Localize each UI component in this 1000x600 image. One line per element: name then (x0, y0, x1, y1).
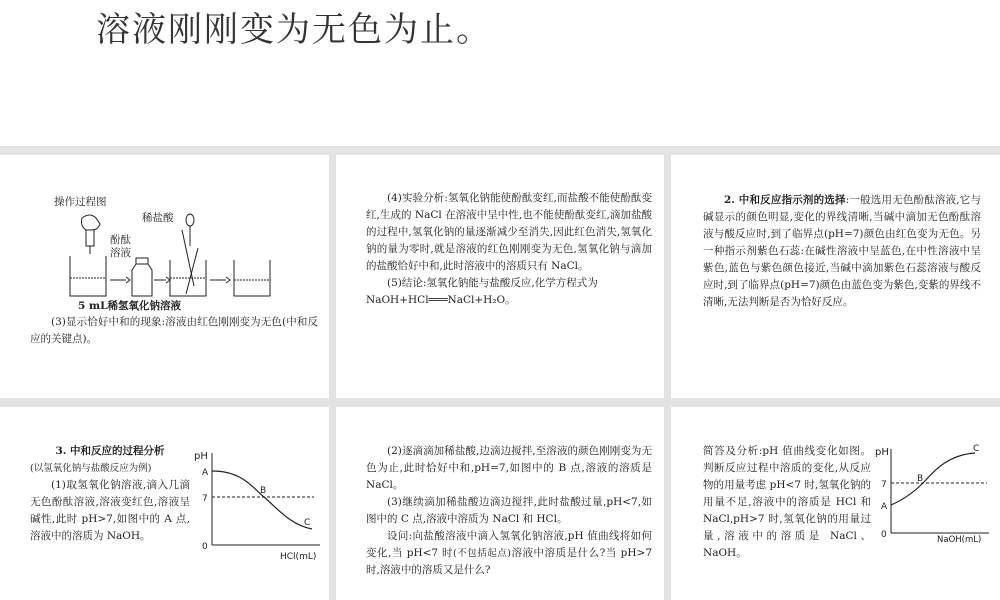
hand-icon (82, 215, 101, 230)
apparatus-drawing (30, 190, 318, 314)
question-part2: 溶液中溶质是什么?当 pH>7 时,溶液中的溶质又是什么? (366, 547, 653, 576)
paragraph-step1: (1)取氢氧化钠溶液,滴入几滴无色酚酞溶液,溶液变红色,溶液呈碱性,此时 pH>7,如图中的 A 点,溶液中的溶质为 NaOH。 (30, 479, 190, 542)
tick-7-label: 7 (881, 480, 887, 490)
acid-dropper-bulb (186, 214, 194, 226)
point-a-label: A (881, 502, 888, 512)
paragraph-step2: (2)逐滴滴加稀盐酸,边滴边搅拌,至溶液的颜色刚刚变为无色为止,此时恰好中和,pH=7,如图中的 B 点,溶液的溶质是 NaCl。 (366, 445, 652, 491)
label-hydrochloric-acid: 稀盐酸 (142, 212, 174, 224)
label-indicator-line2: 溶液 (110, 247, 131, 259)
label-indicator-line1: 酚酞 (110, 234, 131, 246)
section-heading-process: 3. 中和反应的过程分析 (55, 445, 165, 457)
section-subheading: (以氢氧化钠与盐酸反应为例) (30, 463, 152, 474)
x-axis-label: HCl(mL) (280, 552, 317, 562)
process-text (30, 443, 190, 545)
grid-separator-left (329, 146, 336, 600)
section-heading-indicator: 2. 中和反应指示剂的选择 (724, 194, 846, 206)
beaker-1 (70, 256, 106, 296)
tick-7-label: 7 (202, 494, 208, 504)
panel-indicator-choice (703, 192, 981, 311)
paragraph-answer: 简答及分析:pH 值曲线变化如图。判断反应过程中溶质的变化,从反应物的用量考虑 pH<7 时,氢氧化钠的用量不足,溶液中的溶质是 HCl 和 NaCl,pH>7 时,氢氧化钠的用量过量,溶液中的溶质是 NaCl、NaOH。 (703, 445, 871, 559)
chemical-equation: NaOH+HCl═══NaCl+H₂O。 (366, 294, 516, 306)
indicator-bottle (132, 264, 152, 296)
ph-curve (212, 471, 312, 529)
grid-separator-right (664, 146, 671, 600)
grid-band-top (0, 146, 1000, 155)
question-part1: 设问:向盐酸溶液中滴入氢氧化钠溶液,pH 值曲线将如何变化,当 pH<7 时 (366, 530, 652, 559)
paragraph-phenomenon: (3)显示恰好中和的现象:溶液由红色刚刚变为无色(中和反应的关键点)。 (30, 316, 318, 345)
point-b-label: B (260, 486, 267, 496)
panel-answer (703, 443, 993, 562)
procedure-diagram (30, 190, 318, 314)
panel-process-analysis (30, 443, 326, 562)
dropper-icon (86, 230, 94, 246)
continued-text: 溶液刚刚变为无色为止。 (96, 10, 492, 50)
ph-curve (891, 453, 975, 505)
panel-experiment-analysis (366, 190, 652, 309)
paragraph-conclusion: (5)结论:氢氧化钠能与盐酸反应,化学方程式为 (387, 277, 598, 289)
paragraph-indicator: :一般选用无色酚酞溶液,它与碱显示的颜色明显,变化的界线清晰,当碱中滴加无色酚酞溶液与酸反应时,到了临界点(pH=7)颜色由红色变为无色。另一种指示剂紫色石蕊:在碱性溶液中呈蓝色,在中性溶液中呈紫色,蓝色与紫色颜色接近,当碱中滴加紫色石蕊溶液与酸反应时,到了临界点(pH=7)颜色由蓝色变为紫色,变紫的界线不清晰,无法判断是否为恰好反应。 (703, 194, 981, 308)
ph-graph-acid-added (194, 445, 326, 563)
origin-label: 0 (202, 542, 208, 552)
paragraph-question (366, 528, 652, 579)
beaker-3 (234, 260, 270, 296)
paragraph-analysis: (4)实验分析:氢氧化钠能使酚酞变红,而盐酸不能使酚酞变红,生成的 NaCl 在溶液中呈中性,也不能使酚酞变红,滴加盐酸的过程中,氢氧化钠的量逐渐减少至消失,因此红色消失,氢氧化钠的量为零时,就是溶液的红色刚刚变为无色,氢氧化钠与滴加的盐酸恰好中和,此时溶液中的溶质只有 NaCl。 (366, 192, 652, 272)
y-axis-label: pH (875, 447, 889, 458)
point-b-label: B (917, 474, 924, 484)
grid-band-middle (0, 398, 1000, 407)
question-note: (不包括起点) (452, 548, 511, 559)
point-c-label: C (973, 444, 980, 454)
y-axis-label: pH (194, 451, 208, 462)
point-a-label: A (202, 468, 209, 478)
ph-graph-base-added (875, 443, 993, 543)
panel-process-continued (366, 443, 652, 579)
origin-label: 0 (881, 530, 887, 540)
x-axis-label: NaOH(mL) (937, 535, 982, 543)
point-c-label: C (304, 518, 311, 528)
diagram-title: 操作过程图 (54, 196, 107, 208)
paragraph-step3: (3)继续滴加稀盐酸边滴边搅拌,此时盐酸过量,pH<7,如图中的 C 点,溶液中溶质为 NaCl 和 HCl。 (366, 496, 652, 525)
panel-procedure (30, 190, 318, 348)
label-naoh-solution: 5 mL稀氢氧化钠溶液 (78, 300, 181, 312)
